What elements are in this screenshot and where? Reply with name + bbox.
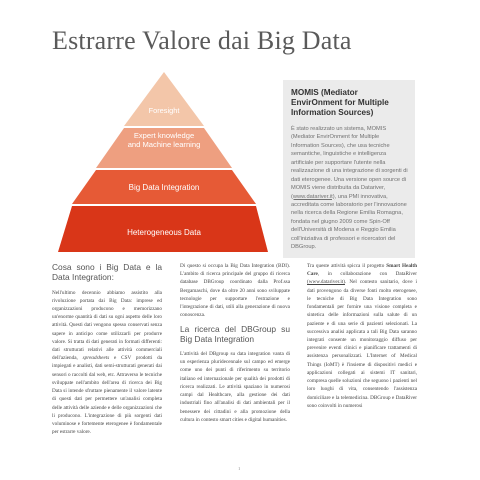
pyramid-graphic (58, 68, 270, 252)
datariver-link[interactable]: (www.datariver.it) (291, 193, 335, 200)
column-1 (52, 262, 162, 440)
paragraph (307, 262, 417, 410)
page-number: 1 (238, 466, 241, 471)
momis-title: MOMIS (Mediator EnvirOnment for Multiple Information Sources) (291, 88, 389, 117)
pyramid-label-expert-text: Expert knowledge and Machine learning (127, 131, 201, 150)
paragraph: L'attività del DBgroup su data integration vanta di un esperienza pluridecennale sul campo ed emerge come uno dei punti di riferimento su territorio italiano ed internazionale per qualità dei prodotti di ricerca realizzati. Le attività spaziano in numerosi campi dal Healthcare, alla gestione dei dati industriali fino all'analisi di dati ambientali per il benessere dei cittadini e alla promozione della cultura in contesto smart cities e digital humanities. (180, 351, 290, 423)
page-title: Estrarre Valore dai Big Data (52, 26, 352, 55)
datariver-link-2[interactable]: (www.datariver.it) (307, 279, 345, 286)
column-3 (307, 262, 417, 414)
momis-body-text-2: , una PMI innovativa, accreditata come laboratorio per l'innovazione nella ricerca della Regione Emilia Romagna, fondata nel giugno 2009 come Spin-Off dell'Università di Modena e Reggio Emilia coll'iniziativa di professori e ricercatori del DBGroup. (291, 193, 407, 251)
paragraph-italic: spreadsheets (82, 355, 110, 362)
data-value-pyramid (58, 68, 270, 257)
smart-health-care-label: Smart Health Care (307, 263, 417, 278)
momis-body (291, 125, 409, 252)
pyramid-level-foresight (124, 72, 204, 126)
paragraph: Di questo si occupa la Big Data Integration (BDI). L'ambito di ricerca principale del gruppo di ricerca database DBGroup coordinato dalla Prof.ssa Bergamaschi, dove da oltre 20 anni sono sviluppate tecnologie per supportare l'estrazione e l'integrazione di dati, utili alla generazione di nuova conoscenza. (180, 263, 290, 319)
paragraph-text-3: . Nel contesto sanitario, dove i dati provengono da diverse fonti molto eterogenee, le tecniche di Big Data Integration sono fondamentali per fornire una visione completa e sintetica delle informazioni sulla salute di un paziente e di una serie di pazienti selezionati. La successiva analisi applicata a tali Big Data saranno integrati consente un monitoraggio diffuso per prevenire eventi clinici e pianificare trattamenti di assistenza personalizzati. L'Internet of Medical Things (IoMT) è l'insieme di dispositivi medici e applicazioni collegati ai sistemi IT sanitari, compresa quelle soluzioni che seguono i pazienti nel loro luoghi di vita, consentendo l'assistenza domiciliare e la telemedicina. DBGroup e DataRiver sono coinvolti in numerosi (307, 279, 417, 409)
paragraph-text: Nell'ultimo decennio abbiamo assistito alla rivoluzione portata dai Big Data: imprese ed organizzazioni producono e memorizzano un'enorme quantità di dati su ogni aspetto delle loro attività. Questi dati vengono spesso conservati senza sapere in anticipo come utilizzarli per produrre valore. Si tratta di dati generati in formati differenti: dati strutturati relativi alle attività commerciali dell'azienda, (52, 289, 162, 362)
momis-body-text: È stato realizzato un sistema, MOMIS (Mediator EnvirOnment for Multiple Information Sources), che usa tecniche semantiche, linguistiche e intelligenza artificiale per supportare l'utente nella realizzazione di una integrazione di sorgenti di dati eterogenee. Una versione open source di MOMIS viene distribuita da Datariver, (291, 126, 408, 192)
paragraph-text: Tra queste attività spicca il progetto (307, 263, 387, 269)
column-2 (180, 262, 290, 428)
pyramid-label-heterogeneous: Heterogeneous Data (127, 228, 201, 237)
paragraph-text-2: , in collaborazione con DataRiver (317, 271, 417, 278)
paragraph (52, 289, 162, 437)
section-heading-dbgroup: La ricerca del DBGroup su Big Data Integration (180, 323, 290, 344)
paragraph-text-2: e CSV prodotti da impiegati e analisti, dati semi-strutturati generati dai sensori o raccolti dal web, etc. Attraverso le tecniche sviluppate nell'ambito dell'area di ricerca dei Big Data si intende sfruttare pienamente il valore latente di questi dati per permettere un'analisi completa delle attività delle aziende e delle organizzazioni che li producono. L'integrazione di più sorgenti dati voluminose e fortemente eterogenee è fondamentale per estrarre valore. (52, 355, 162, 436)
pyramid-label-integration: Big Data Integration (128, 183, 200, 192)
section-heading-big-data: Cosa sono i Big Data e la Data Integration: (52, 262, 162, 283)
pyramid-label-foresight: Foresight (148, 106, 180, 115)
pyramid-label-expert (108, 131, 220, 150)
momis-sidebar (283, 80, 415, 258)
